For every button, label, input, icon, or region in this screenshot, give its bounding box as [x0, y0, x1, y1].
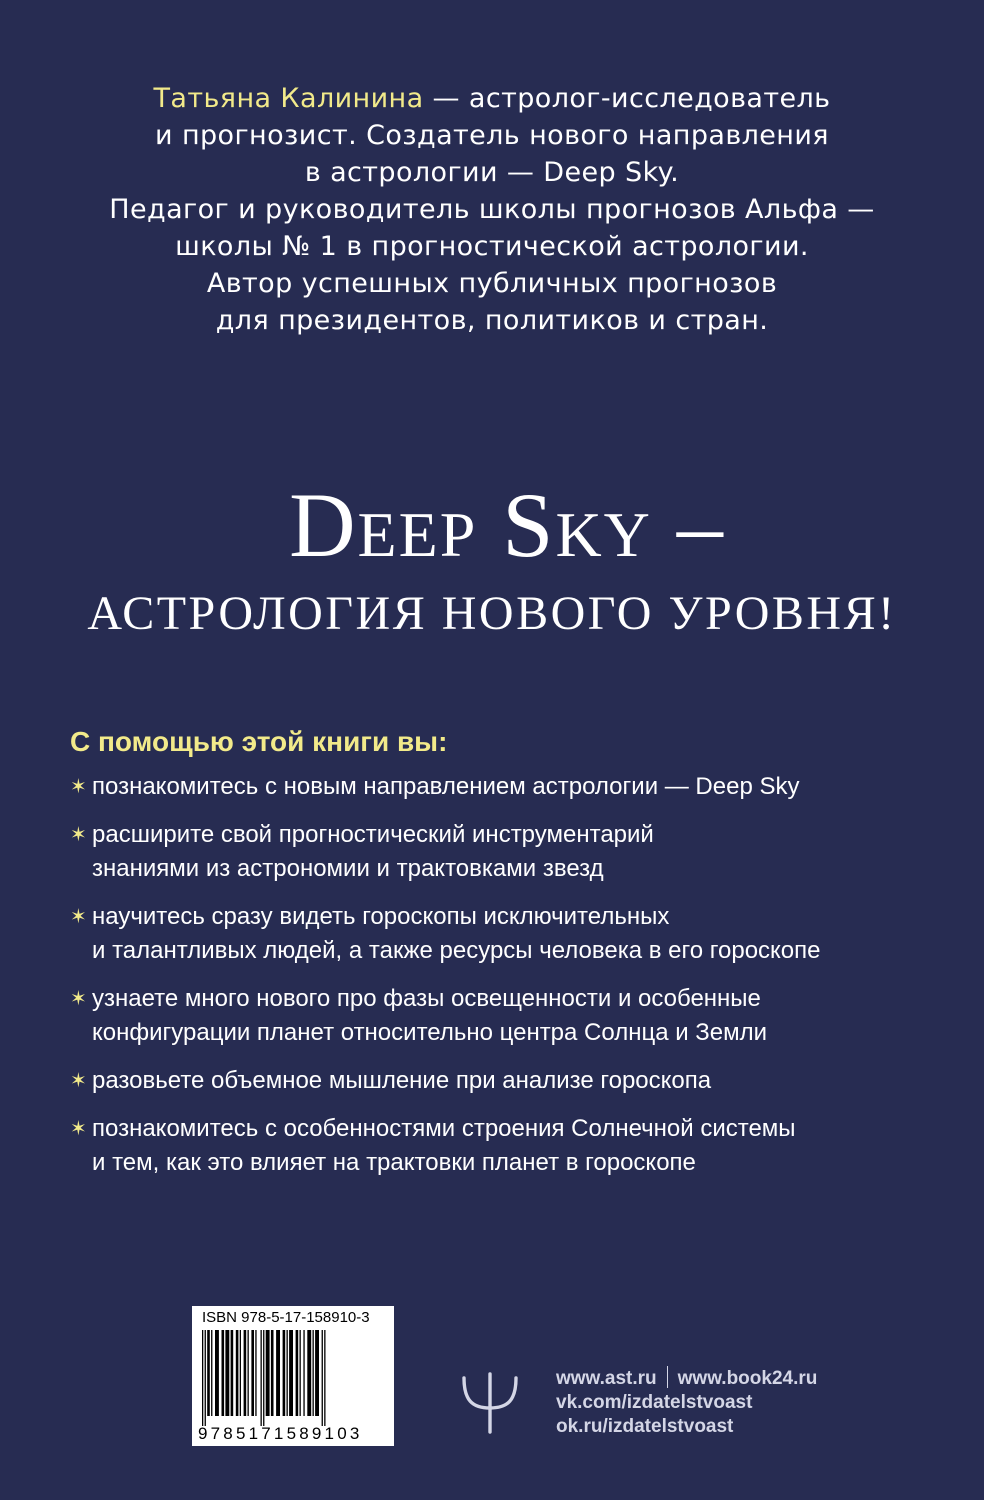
- barcode-bar: [283, 1330, 286, 1416]
- benefit-item: [70, 818, 950, 886]
- barcode-bar: [322, 1330, 323, 1426]
- star-bullet-icon: ✶: [70, 906, 87, 928]
- star-bullet-icon: ✶: [70, 1118, 87, 1140]
- barcode-bar: [263, 1330, 264, 1426]
- barcode-bar: [296, 1330, 299, 1416]
- benefit-item: [70, 1064, 950, 1098]
- links-divider: [667, 1366, 668, 1388]
- barcode-bar: [215, 1330, 219, 1416]
- barcode-bar: [225, 1330, 229, 1416]
- barcode-bar: [315, 1330, 319, 1416]
- barcode-bar: [211, 1330, 212, 1416]
- slogan: [0, 470, 984, 644]
- bio-line: Педагог и руководитель школы прогнозов Альфа —: [109, 194, 875, 225]
- barcode-bar: [276, 1330, 280, 1416]
- slogan-title: Deep Sky –: [289, 474, 725, 576]
- barcode-bar: [236, 1330, 239, 1416]
- site-book24-link[interactable]: www.book24.ru: [677, 1368, 818, 1389]
- benefit-item: [70, 1112, 950, 1180]
- barcode-bar: [205, 1330, 206, 1426]
- benefit-text: конфигурации планет относительно центра Солнца и Земли: [92, 1019, 768, 1046]
- bio-line-rest: — астролог-исследователь: [423, 83, 831, 114]
- bio-line: Автор успешных публичных прогнозов: [206, 268, 778, 299]
- barcode-bar: [222, 1330, 225, 1416]
- barcode-bar: [202, 1330, 203, 1426]
- barcode-bars: [198, 1330, 388, 1426]
- site-ast-link[interactable]: www.ast.ru: [556, 1368, 657, 1389]
- barcode-bar: [255, 1330, 256, 1416]
- links-row: [556, 1366, 817, 1391]
- bio-line: школы № 1 в прогностической астрологии.: [175, 231, 809, 262]
- barcode-bar: [251, 1330, 254, 1416]
- benefit-text: узнаете много нового про фазы освещенности и особенные: [92, 985, 761, 1012]
- barcode-bar: [303, 1330, 304, 1416]
- star-bullet-icon: ✶: [70, 1070, 87, 1092]
- benefit-text: познакомитесь с новым направлением астрологии — Deep Sky: [92, 773, 800, 800]
- barcode-bar: [271, 1330, 274, 1416]
- barcode-bar: [307, 1330, 311, 1416]
- barcode-bar: [313, 1330, 314, 1416]
- barcode-bar: [207, 1330, 210, 1416]
- benefit-text: расширите свой прогностический инструментарий: [92, 821, 654, 848]
- benefit-item: [70, 900, 950, 968]
- barcode-bar: [248, 1330, 249, 1416]
- benefits-heading: С помощью этой книги вы:: [70, 726, 448, 757]
- benefit-text: и талантливых людей, а также ресурсы человека в его гороскопе: [92, 937, 821, 964]
- benefit-item: [70, 982, 950, 1050]
- slogan-subtitle: АСТРОЛОГИЯ НОВОГО УРОВНЯ!: [87, 587, 897, 640]
- author-bio: [60, 80, 924, 339]
- benefit-text: научитесь сразу видеть гороскопы исключительных: [92, 903, 670, 930]
- barcode-bar: [266, 1330, 270, 1416]
- barcode: [192, 1306, 394, 1446]
- barcode-bar: [231, 1330, 234, 1416]
- author-name: Татьяна Калинина: [153, 83, 424, 114]
- ok-link[interactable]: ok.ru/izdatelstvoast: [556, 1416, 734, 1437]
- barcode-bar: [300, 1330, 301, 1416]
- benefit-item: [70, 770, 950, 804]
- barcode-bar: [244, 1330, 247, 1416]
- benefit-text: познакомитесь с особенностями строения Солнечной системы: [92, 1115, 796, 1142]
- benefit-text: и тем, как это влияет на трактовки планет в гороскопе: [92, 1149, 696, 1176]
- barcode-digits: 9785171589103: [198, 1424, 363, 1443]
- barcode-bar: [261, 1330, 262, 1426]
- benefits-list: [70, 770, 950, 1194]
- bio-line: и прогнозист. Создатель нового направления: [155, 120, 829, 151]
- star-bullet-icon: ✶: [70, 988, 87, 1010]
- barcode-bar: [287, 1330, 288, 1416]
- benefit-text: разовьете объемное мышление при анализе гороскопа: [92, 1067, 712, 1094]
- star-bullet-icon: ✶: [70, 776, 87, 798]
- barcode-bar: [240, 1330, 241, 1416]
- vk-link[interactable]: vk.com/izdatelstvoast: [556, 1392, 753, 1413]
- star-bullet-icon: ✶: [70, 824, 87, 846]
- benefit-text: знаниями из астрономии и трактовками звезд: [92, 855, 604, 882]
- barcode-bar: [324, 1330, 325, 1426]
- bio-line: для президентов, политиков и стран.: [215, 305, 769, 336]
- bio-line: [60, 80, 924, 117]
- psi-trident-icon: [458, 1366, 522, 1438]
- bio-line: в астрологии — Deep Sky.: [304, 157, 680, 188]
- barcode-bar: [289, 1330, 293, 1416]
- isbn-label: ISBN 978-5-17-158910-3: [202, 1309, 370, 1326]
- publisher-links: [556, 1366, 817, 1439]
